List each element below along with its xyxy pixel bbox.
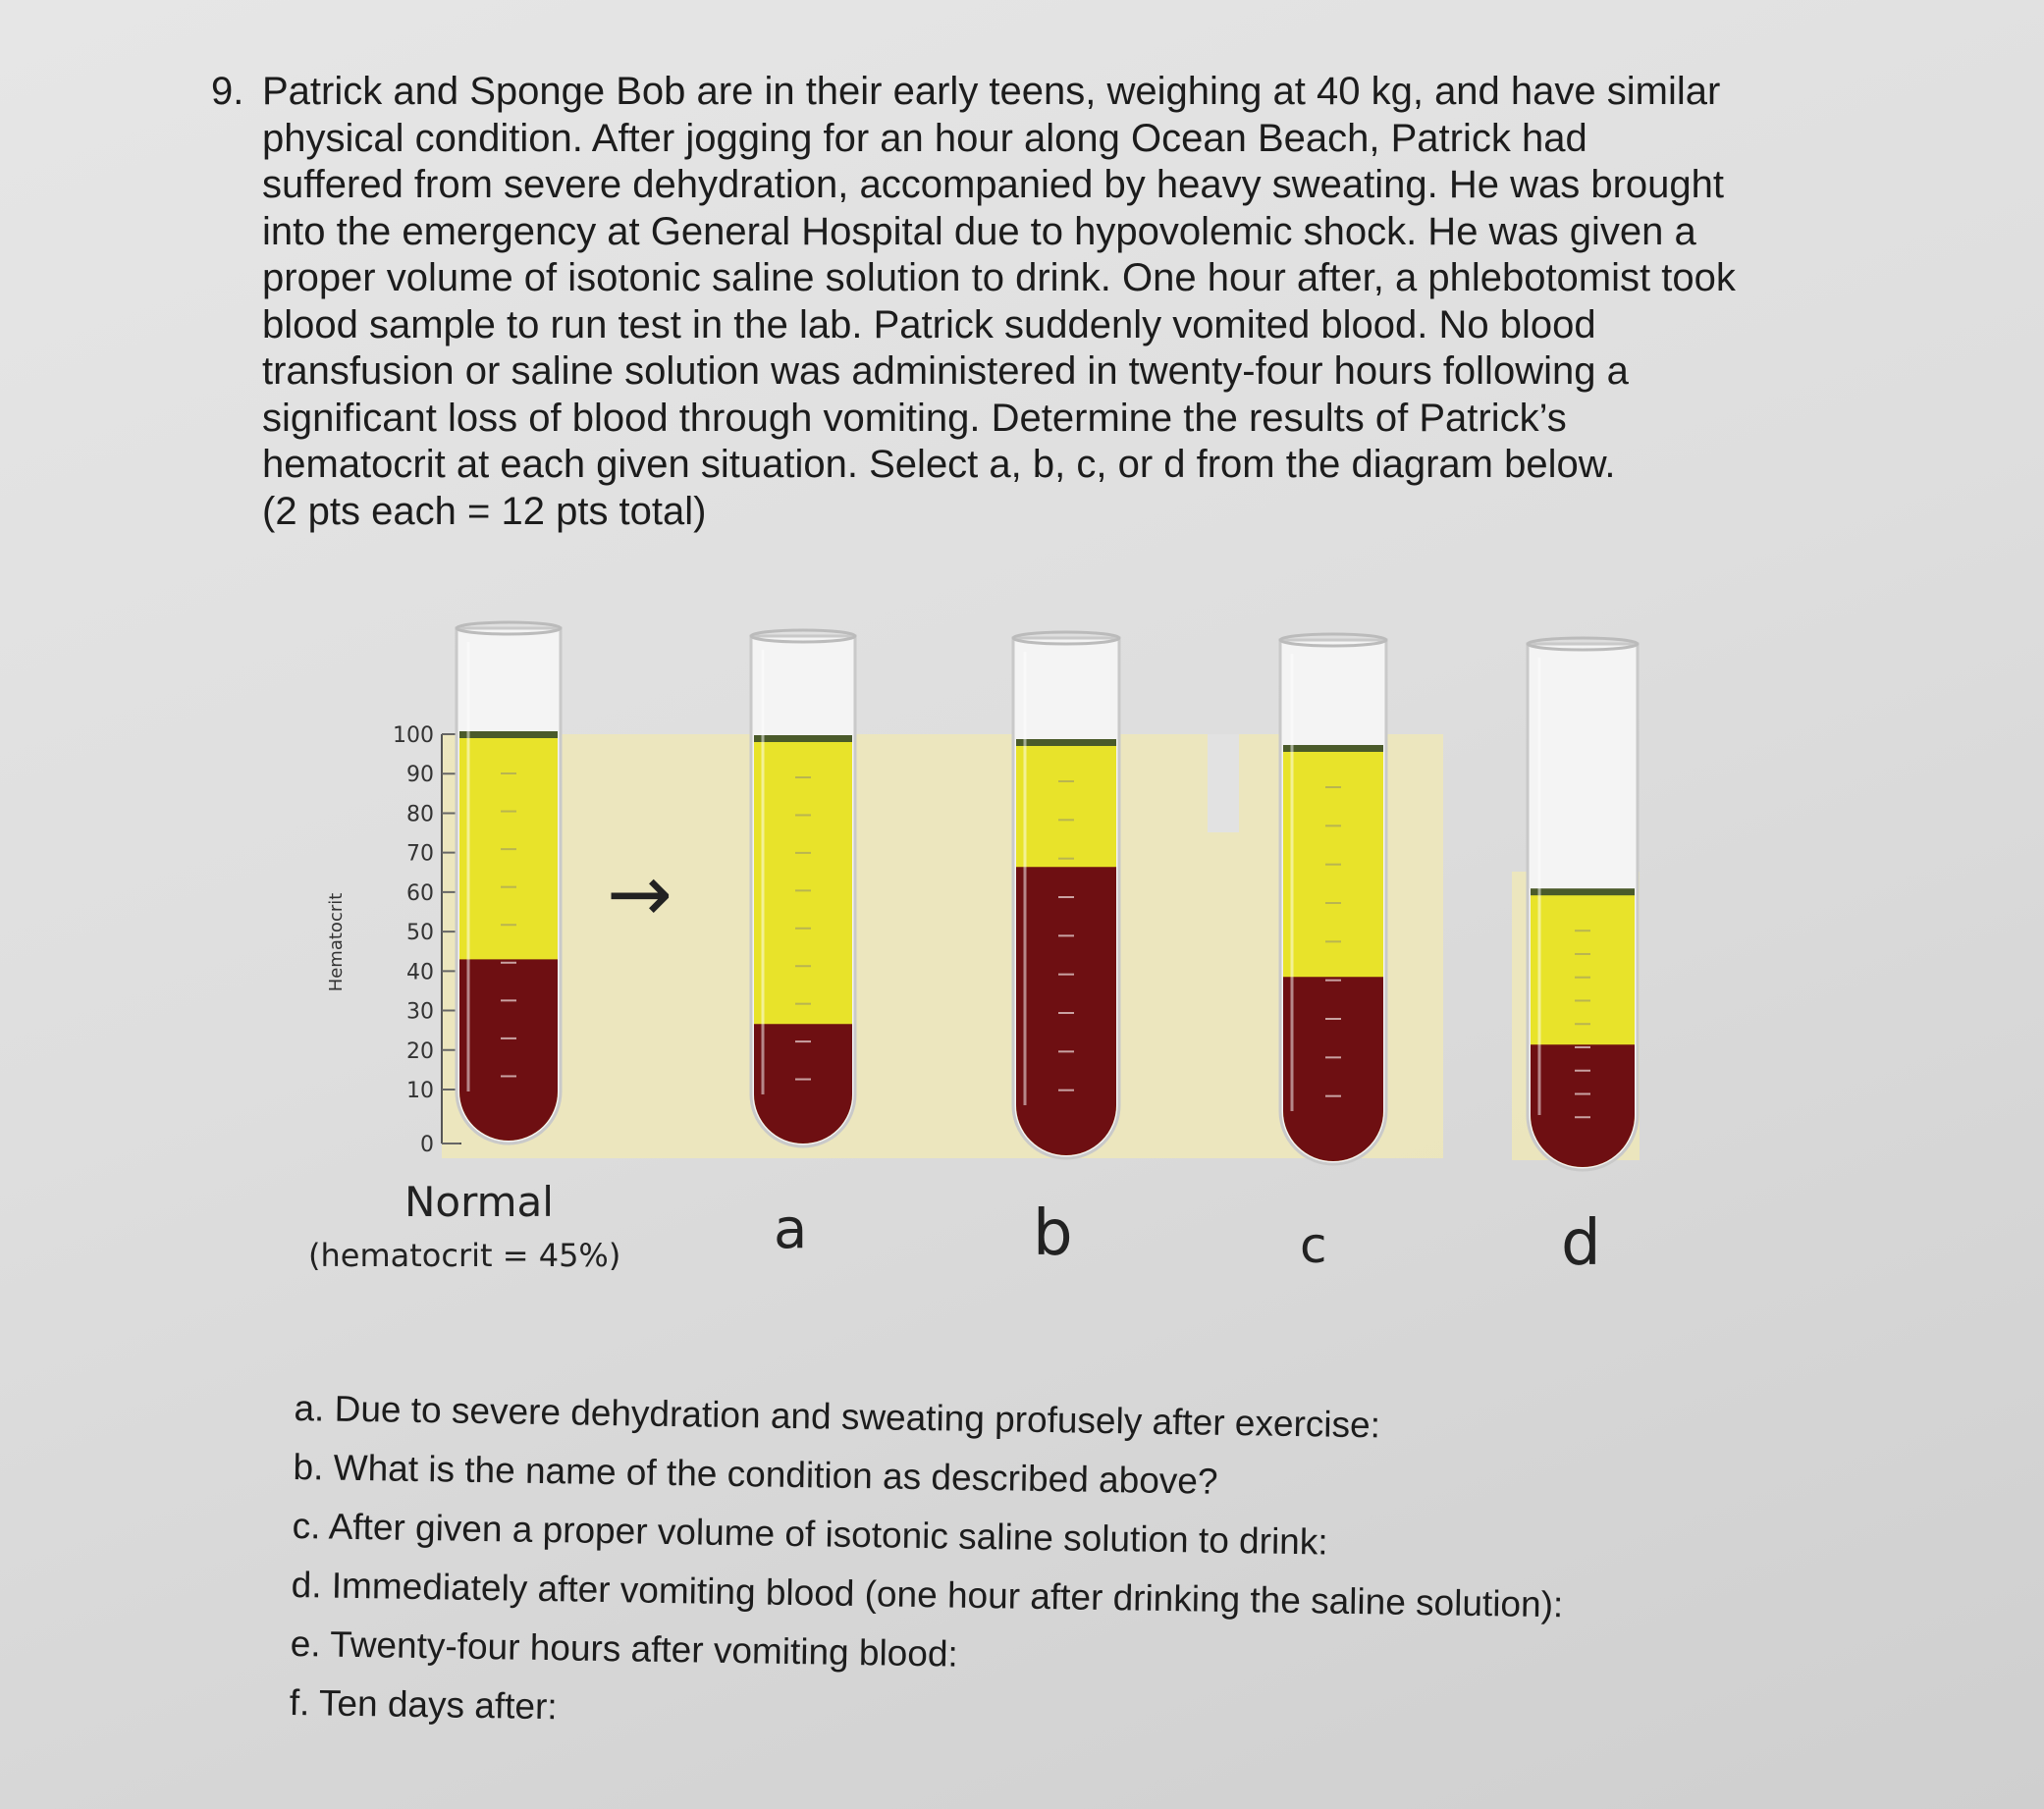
question-line: proper volume of isotonic saline solution to drink. One hour after, a phlebotomist took (262, 256, 1736, 299)
sub-question-f: f. Ten days after: (289, 1681, 558, 1728)
sub-question-b: b. What is the name of the condition as described above? (293, 1446, 1218, 1502)
axis-tick-label: 40 (406, 960, 434, 985)
question-line: hematocrit at each given situation. Select a, b, c, or d from the diagram below. (262, 443, 1616, 486)
tube-cells (1283, 977, 1383, 1161)
question-line: significant loss of blood through vomiting. Determine the results of Patrick’s (262, 396, 1567, 440)
question-text (262, 69, 1821, 489)
tube-cells (1016, 867, 1116, 1155)
question-9 (211, 69, 1821, 535)
test-tube (1013, 632, 1119, 1158)
hematocrit-diagram (295, 609, 1689, 1315)
test-tube (1528, 638, 1638, 1170)
axis-tick-label: 60 (406, 880, 434, 906)
question-line: suffered from severe dehydration, accompanied by heavy sweating. He was brought (262, 163, 1724, 206)
tube-cells (1531, 1044, 1635, 1167)
question-line: physical condition. After jogging for an hour along Ocean Beach, Patrick had (262, 116, 1587, 160)
axis-tick-label: 80 (406, 802, 434, 827)
axis-tick-label: 50 (406, 921, 434, 946)
test-tube (751, 630, 855, 1146)
tube-label-c: c (1300, 1217, 1327, 1274)
sub-question-e: e. Twenty-four hours after vomiting blood: (290, 1623, 959, 1675)
test-tube (1280, 634, 1386, 1164)
tube-meniscus (754, 735, 852, 742)
axis-tick-label: 0 (420, 1133, 434, 1157)
question-line: blood sample to run test in the lab. Patrick suddenly vomited blood. No blood (262, 302, 1596, 346)
test-tube (457, 622, 561, 1144)
sub-question-c: c. After given a proper volume of isotonic saline solution to drink: (292, 1505, 1328, 1563)
tube-label-a: a (774, 1197, 808, 1261)
question-line: into the emergency at General Hospital due to hypovolemic shock. He was given a (262, 209, 1696, 253)
axis-label: Hematocrit (326, 892, 347, 992)
sub-question-a: a. Due to severe dehydration and sweating profusely after exercise: (294, 1387, 1381, 1446)
axis-tick-label: 100 (393, 723, 434, 748)
question-line: transfusion or saline solution was administered in twenty-four hours following a (262, 349, 1629, 393)
tube-meniscus (1531, 888, 1635, 895)
axis-tick-label: 90 (406, 763, 434, 788)
axis-tick-label: 20 (406, 1038, 434, 1064)
question-points: (2 pts each = 12 pts total) (262, 489, 707, 533)
question-line: Patrick and Sponge Bob are in their early teens, weighing at 40 kg, and have similar (262, 70, 1721, 113)
tube-sublabel-normal: (hematocrit = 45%) (308, 1237, 621, 1274)
tube-label-d: d (1561, 1207, 1601, 1280)
tube-meniscus (1283, 745, 1383, 752)
tube-meniscus (459, 731, 558, 738)
axis-tick-label: 30 (406, 999, 434, 1025)
tube-label-b: b (1033, 1197, 1073, 1270)
sub-question-d: d. Immediately after vomiting blood (one hour after drinking the saline solution): (291, 1564, 1564, 1625)
tube-cells (459, 959, 558, 1141)
question-number: 9. (211, 70, 244, 113)
sub-question-list (289, 1379, 1766, 1756)
tube-meniscus (1016, 739, 1116, 746)
background-notch (1208, 734, 1239, 832)
tube-label-normal: Normal (404, 1178, 554, 1226)
arrow-icon: → (607, 848, 673, 939)
axis-tick-label: 10 (406, 1079, 434, 1103)
axis-tick-label: 70 (406, 841, 434, 867)
